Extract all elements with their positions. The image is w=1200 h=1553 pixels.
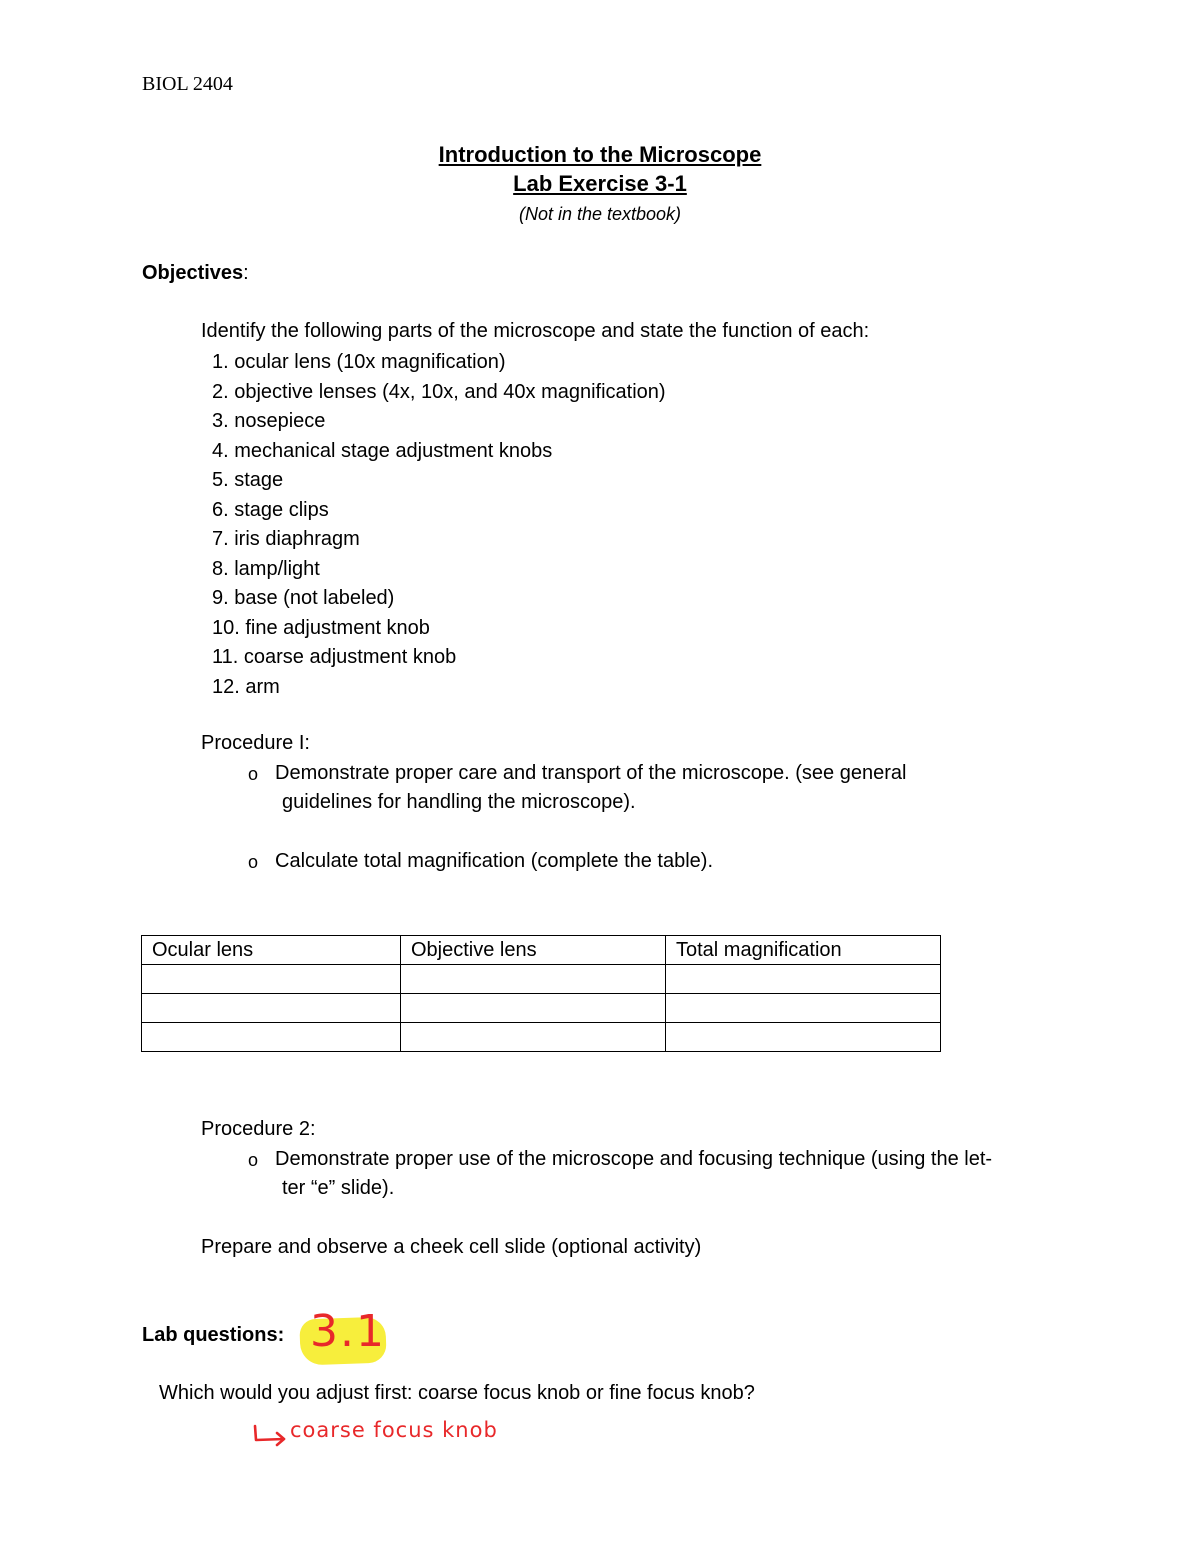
- table-cell[interactable]: [666, 994, 941, 1023]
- objectives-colon: :: [243, 262, 249, 284]
- list-item: 3. nosepiece: [212, 410, 326, 432]
- table-cell[interactable]: [142, 965, 401, 994]
- procedure-2-item-1-text: Demonstrate proper use of the microscope and focusing technique (using the let-: [275, 1148, 993, 1170]
- list-item: 11. coarse adjustment knob: [212, 646, 457, 668]
- procedure-1-heading: Procedure I:: [201, 732, 310, 754]
- procedure-2-heading: Procedure 2:: [201, 1118, 316, 1140]
- header-ocular-lens: Ocular lens: [142, 936, 401, 965]
- header-objective-lens: Objective lens: [401, 936, 666, 965]
- exercise-title: Lab Exercise 3-1: [513, 171, 687, 196]
- list-item: 10. fine adjustment knob: [212, 616, 430, 639]
- procedure-2-item-1-continued: ter “e” slide).: [282, 1177, 395, 1199]
- list-item: 9. base (not labeled): [212, 587, 395, 609]
- header-total-magnification: Total magnification: [666, 936, 941, 965]
- table-cell[interactable]: [142, 1023, 401, 1052]
- list-item: 8. lamp/light: [212, 557, 320, 580]
- objectives-heading-text: Objectives: [142, 262, 244, 284]
- table-row: [142, 1023, 941, 1052]
- lab-questions-heading: Lab questions:: [142, 1324, 285, 1346]
- table-cell[interactable]: [401, 994, 666, 1023]
- objectives-intro: Identify the following parts of the microscope and state the function of each:: [201, 320, 870, 342]
- table-cell[interactable]: [401, 1023, 666, 1052]
- table-header-row: [142, 936, 941, 965]
- lab-question-3-1: Which would you adjust first: coarse focus knob or fine focus knob?: [159, 1382, 755, 1404]
- handwritten-question-number: 3.1: [310, 1306, 386, 1357]
- table-cell[interactable]: [142, 994, 401, 1023]
- list-item: 1. ocular lens (10x magnification): [212, 351, 506, 373]
- list-item: 4. mechanical stage adjustment knobs: [212, 439, 553, 462]
- list-item: 12. arm: [212, 675, 280, 698]
- course-code: BIOL 2404: [142, 73, 233, 95]
- table-row: [142, 994, 941, 1023]
- procedure-1-item-2-text: Calculate total magnification (complete the table).: [275, 850, 714, 872]
- procedure-1-item-1-text: Demonstrate proper care and transport of the microscope. (see general: [275, 762, 907, 784]
- list-item: 2. objective lenses (4x, 10x, and 40x magnification): [212, 380, 666, 403]
- magnification-table: [141, 935, 941, 1052]
- bullet-icon: o: [248, 764, 259, 784]
- objectives-heading: [142, 262, 249, 285]
- hand-drawn-arrow-icon: [252, 1424, 288, 1448]
- bullet-icon: o: [248, 1150, 259, 1170]
- table-cell[interactable]: [666, 965, 941, 994]
- table-cell[interactable]: [666, 1023, 941, 1052]
- list-item: 6. stage clips: [212, 498, 329, 521]
- microscope-parts-list: [212, 348, 666, 702]
- document-title: Introduction to the Microscope: [438, 142, 762, 167]
- procedure-1-item-1-continued: guidelines for handling the microscope).: [282, 791, 636, 813]
- bullet-icon: o: [248, 852, 259, 872]
- subtitle-note: (Not in the textbook): [518, 204, 682, 224]
- list-item: 5. stage: [212, 469, 284, 491]
- cheek-cell-activity: Prepare and observe a cheek cell slide (optional activity): [201, 1236, 702, 1258]
- table-cell[interactable]: [401, 965, 666, 994]
- list-item: 7. iris diaphragm: [212, 528, 360, 550]
- table-row: [142, 965, 941, 994]
- handwritten-answer: coarse focus knob: [290, 1418, 498, 1442]
